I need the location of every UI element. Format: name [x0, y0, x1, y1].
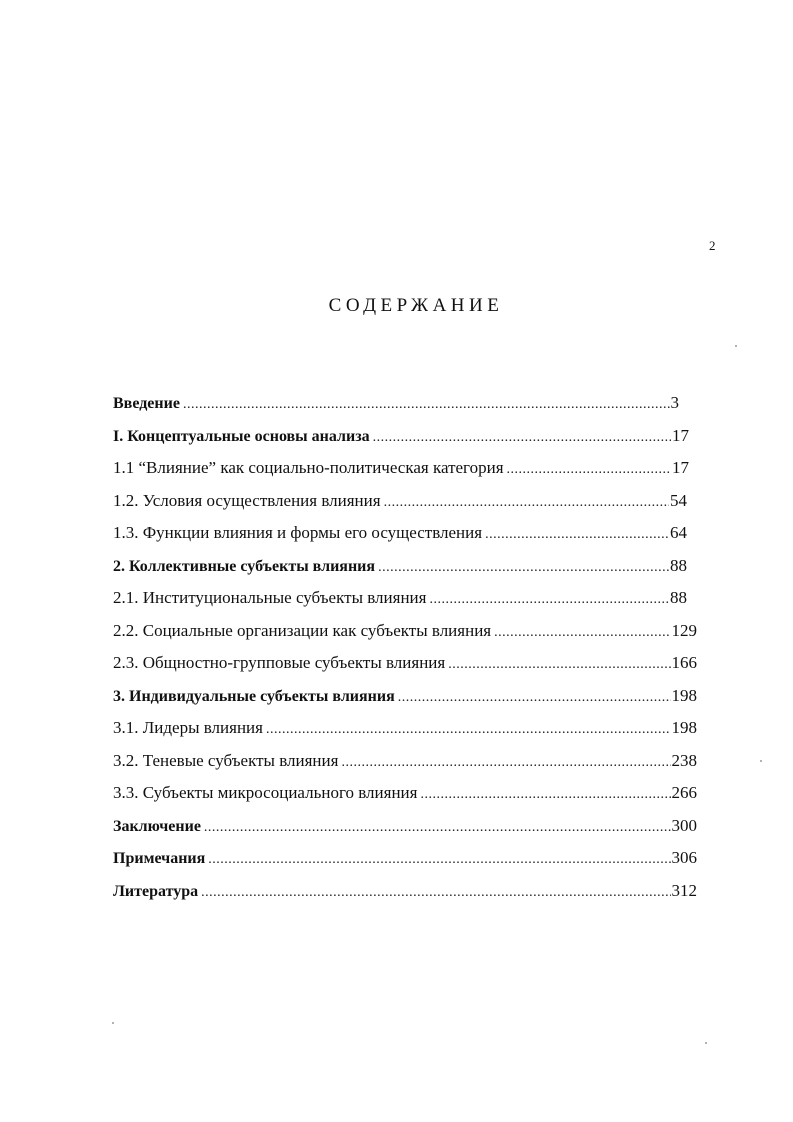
toc-entry [113, 816, 697, 840]
toc-entry [113, 621, 697, 645]
toc-entry-page: 88 [670, 588, 687, 607]
toc-entry-page: 17 [672, 458, 689, 477]
scan-speck [112, 1022, 114, 1024]
toc-entry [113, 751, 697, 775]
toc-entry [113, 556, 687, 580]
toc-dot-leader [201, 885, 670, 901]
toc-entry-page: 300 [671, 815, 697, 835]
toc-entry [113, 426, 689, 450]
toc-entry-label: Заключение [113, 817, 201, 835]
toc-dot-leader [183, 397, 670, 413]
toc-entry-label: 1.3. Функции влияния и формы его осуществления [113, 523, 483, 542]
toc-entry-label: 2.1. Институциональные субъекты влияния [113, 588, 427, 607]
toc-entry-page: 88 [670, 555, 687, 575]
toc-entry [113, 393, 679, 417]
toc-dot-leader [398, 690, 671, 706]
toc-entry-label: I. Концептуальные основы анализа [113, 427, 370, 445]
toc-dot-leader [266, 722, 671, 738]
toc-dot-leader [448, 657, 670, 673]
toc-dot-leader [378, 560, 669, 576]
toc-dot-leader [208, 852, 670, 868]
toc-entry [113, 718, 697, 742]
page-title: СОДЕРЖАНИЕ [328, 295, 504, 316]
toc-entry-page: 3 [670, 393, 679, 412]
toc-entry-page: 17 [672, 425, 689, 445]
scan-speck [705, 1042, 707, 1044]
toc-entry [113, 653, 697, 677]
toc-entry [113, 686, 697, 710]
toc-entry [113, 588, 687, 612]
toc-dot-leader [373, 430, 671, 446]
toc-dot-leader [384, 495, 669, 511]
toc-entry [113, 491, 687, 515]
scan-speck [760, 760, 762, 762]
toc-entry-label: 3.2. Теневые субъекты влияния [113, 750, 339, 770]
toc-entry [113, 458, 689, 482]
toc-entry-page: 266 [671, 783, 697, 802]
toc-dot-leader [485, 527, 669, 543]
toc-entry-page: 64 [670, 523, 687, 542]
toc-entry [113, 881, 697, 905]
toc-entry-page: 306 [671, 848, 697, 867]
toc-dot-leader [429, 592, 669, 608]
toc-entry [113, 783, 697, 807]
toc-entry-page: 166 [671, 653, 697, 672]
toc-entry-page: 198 [671, 718, 697, 737]
toc-dot-leader [341, 755, 670, 771]
toc-entry-label: 3. Индивидуальные субъекты влияния [113, 687, 395, 705]
toc-entry-label: 2.3. Общностно-групповые субъекты влияния [113, 653, 446, 672]
toc-dot-leader [494, 625, 670, 641]
toc-entry-page: 238 [671, 750, 697, 770]
page-number: 2 [709, 238, 716, 253]
toc-entry-label: Введение [113, 395, 180, 412]
toc-entry-label: Литература [113, 882, 199, 900]
toc-entry-label: 1.1 “Влияние” как социально-политическая категория [113, 458, 504, 477]
toc-entry-page: 54 [670, 490, 687, 510]
toc-entry-page: 312 [671, 880, 697, 900]
toc-entry [113, 848, 697, 872]
toc-entry-label: 3.1. Лидеры влияния [113, 718, 263, 737]
toc-entry-label: 1.2. Условия осуществления влияния [113, 490, 381, 510]
scan-speck [735, 345, 737, 347]
toc-entry-page: 129 [671, 620, 697, 640]
toc-entry-page: 198 [671, 685, 697, 705]
toc-dot-leader [420, 787, 670, 803]
toc-dot-leader [204, 820, 671, 836]
toc-entry-label: Примечания [113, 850, 206, 867]
toc-entry-label: 2.2. Социальные организации как субъекты влияния [113, 620, 492, 640]
toc-entry-label: 3.3. Субъекты микросоциального влияния [113, 783, 418, 802]
toc-dot-leader [507, 462, 671, 478]
toc-entry-label: 2. Коллективные субъекты влияния [113, 557, 376, 575]
toc-entry [113, 523, 687, 547]
